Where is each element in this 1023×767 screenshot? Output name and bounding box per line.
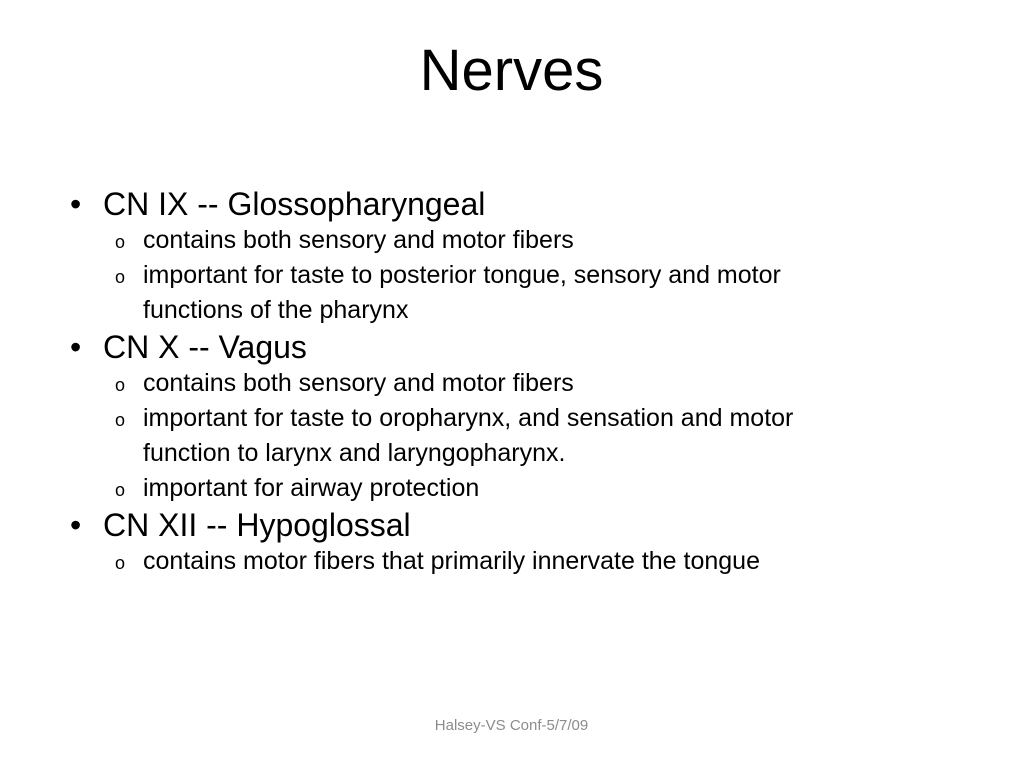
sub-bullet-text: important for airway protection xyxy=(143,474,480,502)
sub-bullet-item xyxy=(70,223,970,258)
circle-bullet-icon: o xyxy=(115,480,126,500)
slide-footer: Halsey-VS Conf-5/7/09 xyxy=(434,717,589,734)
circle-bullet-icon: o xyxy=(115,375,126,395)
bullet-icon: • xyxy=(70,186,82,222)
sub-bullet-item xyxy=(70,544,970,579)
sub-bullet-text: contains both sensory and motor fibers xyxy=(143,369,574,397)
sub-bullet-text-line: important for taste to posterior tongue, sensory and motor xyxy=(143,261,781,289)
sub-bullet-text: contains both sensory and motor fibers xyxy=(143,226,574,254)
bullet-heading: CN IX -- Glossopharyngeal xyxy=(103,186,486,222)
bullet-item-cn-xii xyxy=(70,506,970,544)
slide-content xyxy=(70,185,970,579)
sub-bullet-text-line: function to larynx and laryngopharynx. xyxy=(143,439,566,467)
bullet-item-cn-ix xyxy=(70,185,970,223)
sub-bullet-item xyxy=(70,366,970,401)
bullet-heading: CN X -- Vagus xyxy=(103,329,307,365)
sub-bullet-item xyxy=(70,401,970,471)
bullet-item-cn-x xyxy=(70,328,970,366)
circle-bullet-icon: o xyxy=(115,267,126,287)
circle-bullet-icon: o xyxy=(115,232,126,252)
sub-bullet-text-line: important for taste to oropharynx, and sensation and motor xyxy=(143,404,794,432)
slide-title: Nerves xyxy=(419,38,604,103)
bullet-icon: • xyxy=(70,507,82,543)
circle-bullet-icon: o xyxy=(115,553,126,573)
sub-bullet-text: contains motor fibers that primarily innervate the tongue xyxy=(143,547,760,575)
sub-bullet-item xyxy=(70,258,970,328)
bullet-heading: CN XII -- Hypoglossal xyxy=(103,507,411,543)
bullet-icon: • xyxy=(70,329,82,365)
sub-bullet-item xyxy=(70,471,970,506)
sub-bullet-text-line: functions of the pharynx xyxy=(143,296,409,324)
circle-bullet-icon: o xyxy=(115,410,126,430)
